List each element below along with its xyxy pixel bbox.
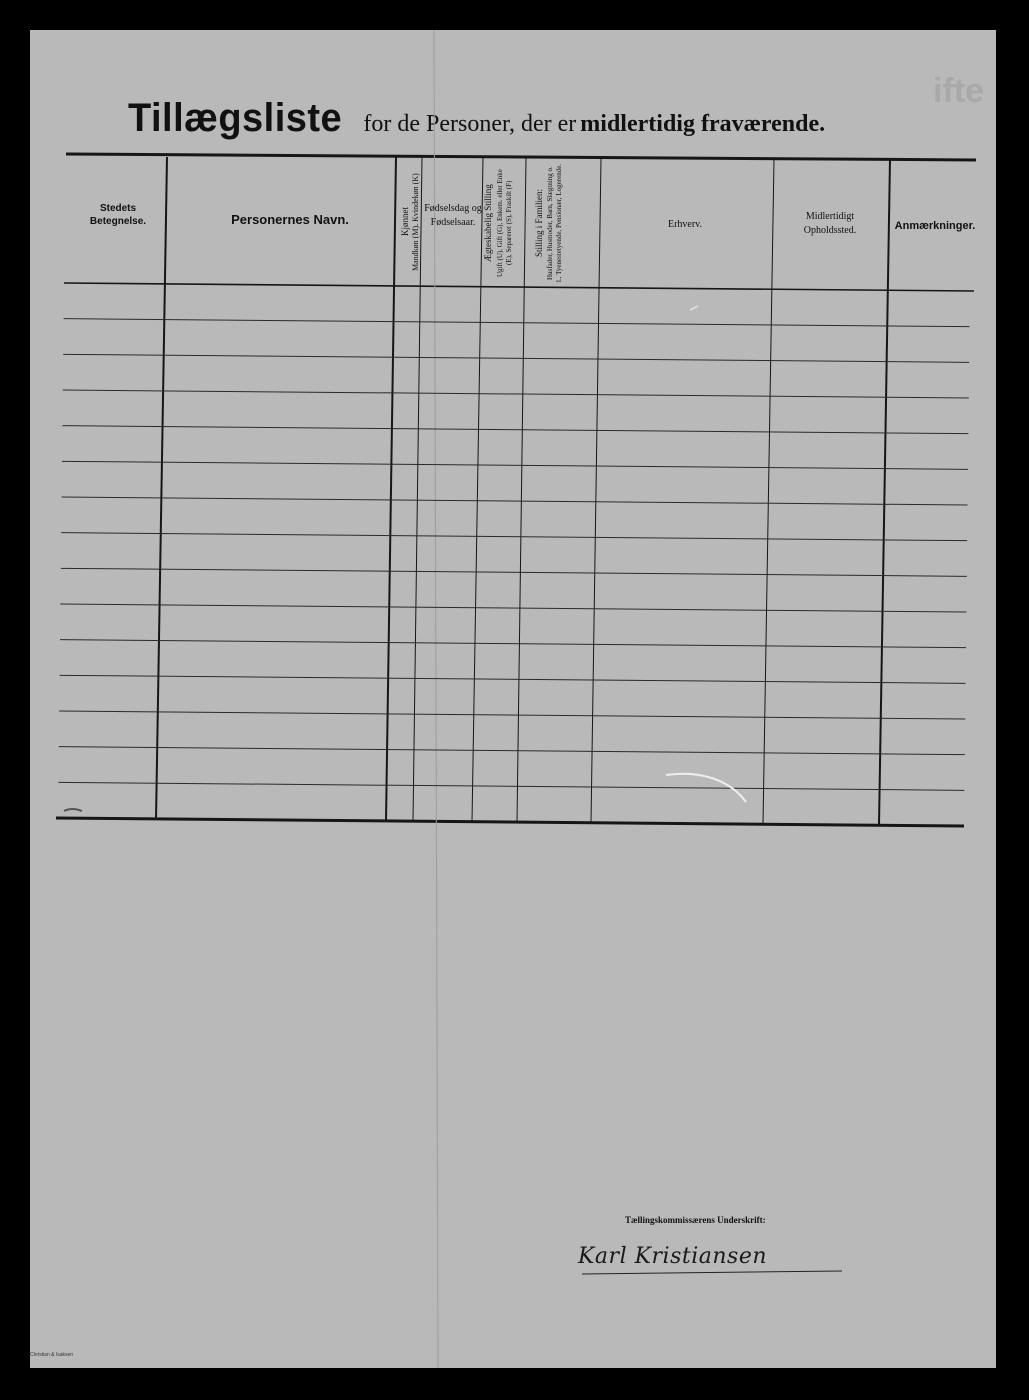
header-aegteskabelig-stilling: Ægteskabelig Stilling xyxy=(483,184,493,262)
header-midlertidigt-opholdssted: Midlertidigt Opholdssted. xyxy=(803,211,857,236)
header-kjonnet-sub: Mandkøn (M). Kvindekøn (K) xyxy=(411,173,420,271)
title-middle: for de Personer, der er xyxy=(363,111,577,137)
header-stedets-betegnelse: Stedets Betegnelse. xyxy=(89,203,147,227)
header-aegteskabelig-sub: Ugift (U), Gift (G), Enkem. eller Enke (E), Separeret (S), Fraskilt (F) xyxy=(496,169,513,277)
printer-mark: Christian & Isaksen xyxy=(30,1352,74,1358)
signature-label: Tællingskommissærens Underskrift: xyxy=(625,1215,766,1225)
header-personernes-navn: Personernes Navn. xyxy=(231,212,349,227)
header-stilling-familien: Stilling i Familien: xyxy=(534,189,544,258)
signature: Karl Kristiansen xyxy=(578,1244,768,1269)
header-familie-sub: Husfader, Husmoder, Barn, Slægtning o. l., Tyenestetyende, Pensionær, Logerende. xyxy=(546,163,563,283)
bleed-through-text: ifte xyxy=(933,72,984,110)
pencil-marks xyxy=(30,30,996,1368)
header-kjonnet: Kjønnet xyxy=(400,207,410,237)
title-emphasis: midlertidig fraværende. xyxy=(580,111,826,137)
census-form-page xyxy=(30,30,996,1368)
title-main: Tillægsliste xyxy=(128,96,343,140)
header-anmaerkninger: Anmærkninger. xyxy=(894,220,976,232)
header-fodselsdag: Fødselsdag og Fødselsaar. xyxy=(424,203,482,228)
header-erhverv: Erhverv. xyxy=(667,219,703,230)
